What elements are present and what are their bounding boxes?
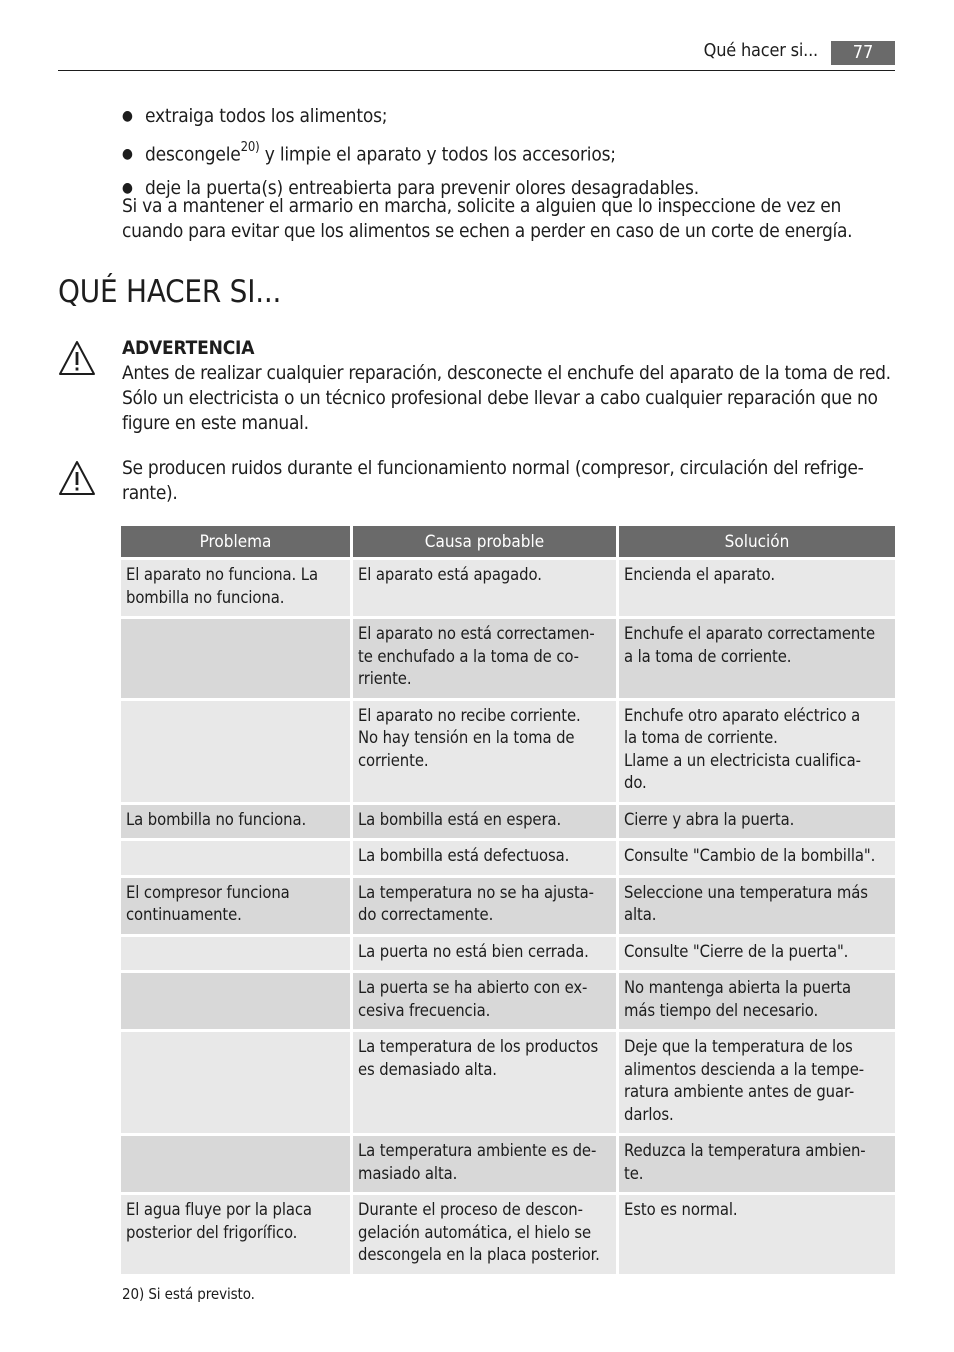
table-row xyxy=(121,805,895,839)
warning-block xyxy=(122,336,897,436)
cause-cell: La puerta se ha abierto con ex- cesiva frecuencia. xyxy=(353,973,616,1029)
cause-cell: La puerta no está bien cerrada. xyxy=(353,937,616,971)
cause-cell: La temperatura de los productos es demasiado alta. xyxy=(353,1032,616,1133)
troubleshooting-table xyxy=(118,523,898,1277)
table-header-row xyxy=(121,526,895,557)
problem-cell xyxy=(121,841,350,875)
warning-triangle-icon xyxy=(58,460,96,496)
bullet-dot-icon: ● xyxy=(122,146,133,163)
table-row xyxy=(121,841,895,875)
solution-cell: Encienda el aparato. xyxy=(619,560,895,616)
problem-cell: El compresor funciona continuamente. xyxy=(121,878,350,934)
table-row xyxy=(121,1136,895,1192)
problem-cell xyxy=(121,973,350,1029)
problem-cell: El agua fluye por la placa posterior del frigorífico. xyxy=(121,1195,350,1274)
list-item-text: extraiga todos los alimentos; xyxy=(145,105,388,127)
cause-cell: La temperatura no se ha ajusta- do correctamente. xyxy=(353,878,616,934)
table-row xyxy=(121,619,895,698)
problem-cell xyxy=(121,701,350,802)
solution-cell: Consulte "Cierre de la puerta". xyxy=(619,937,895,971)
problem-cell: El aparato no funciona. La bombilla no funciona. xyxy=(121,560,350,616)
column-header-problem: Problema xyxy=(121,526,350,557)
bullet-dot-icon: ● xyxy=(122,108,133,124)
solution-cell: Seleccione una temperatura más alta. xyxy=(619,878,895,934)
problem-cell xyxy=(121,1136,350,1192)
problem-cell xyxy=(121,619,350,698)
table-row xyxy=(121,701,895,802)
cause-cell: El aparato no está correctamen- te enchufado a la toma de co- rriente. xyxy=(353,619,616,698)
warning-heading: ADVERTENCIA xyxy=(122,337,255,359)
footnote-reference: 20) xyxy=(240,140,260,155)
table-row xyxy=(121,560,895,616)
cause-cell: Durante el proceso de descon- gelación automática, el hielo se descongela en la placa posterior. xyxy=(353,1195,616,1274)
solution-cell: Cierre y abra la puerta. xyxy=(619,805,895,839)
solution-cell: Deje que la temperatura de los alimentos descienda a la tempe- ratura ambiente antes de guar- darlos. xyxy=(619,1032,895,1133)
solution-cell: Enchufe el aparato correctamente a la toma de corriente. xyxy=(619,619,895,698)
solution-cell: Consulte "Cambio de la bombilla". xyxy=(619,841,895,875)
list-item xyxy=(122,138,902,168)
problem-cell xyxy=(121,1032,350,1133)
list-item-text: descongele$^{20)}$ y limpie el aparato y todos los accesorios; xyxy=(145,140,616,166)
cause-cell: La temperatura ambiente es de- masiado alta. xyxy=(353,1136,616,1192)
cause-cell: La bombilla está defectuosa. xyxy=(353,841,616,875)
running-header-title: Qué hacer si... xyxy=(703,40,818,61)
table-row xyxy=(121,973,895,1029)
warning-text: Antes de realizar cualquier reparación, desconecte el enchufe del aparato de la toma de red. Sólo un electricista o un técnico profesional debe llevar a cabo cualquier reparación que no figure en este manual. xyxy=(122,362,891,434)
cause-cell: El aparato no recibe corriente. No hay tensión en la toma de corriente. xyxy=(353,701,616,802)
cause-cell: La bombilla está en espera. xyxy=(353,805,616,839)
table-row xyxy=(121,937,895,971)
table-row xyxy=(121,1195,895,1274)
note-text: Se producen ruidos durante el funcionamiento normal (compresor, circulación del refrige- rante). xyxy=(122,457,864,504)
section-title: QUÉ HACER SI... xyxy=(58,274,282,310)
solution-cell: Enchufe otro aparato eléctrico a la toma de corriente. Llame a un electricista cualifica- do. xyxy=(619,701,895,802)
column-header-cause: Causa probable xyxy=(353,526,616,557)
cause-cell: El aparato está apagado. xyxy=(353,560,616,616)
list-item xyxy=(122,104,902,130)
problem-cell xyxy=(121,937,350,971)
table-row xyxy=(121,1032,895,1133)
table-row xyxy=(121,878,895,934)
column-header-solution: Solución xyxy=(619,526,895,557)
warning-triangle-icon xyxy=(58,340,96,376)
solution-cell: Esto es normal. xyxy=(619,1195,895,1274)
solution-cell: Reduzca la temperatura ambien- te. xyxy=(619,1136,895,1192)
solution-cell: No mantenga abierta la puerta más tiempo del necesario. xyxy=(619,973,895,1029)
header-divider xyxy=(58,70,895,71)
body-paragraph: Si va a mantener el armario en marcha, solicite a alguien que lo inspeccione de vez en cuando para evitar que los alimentos se echen a perder en caso de un corte de energía. xyxy=(122,195,853,242)
list-item-text: deje la puerta(s) entreabierta para prevenir olores desagradables. xyxy=(145,177,699,200)
page-number: 77 xyxy=(831,41,895,65)
problem-cell: La bombilla no funciona. xyxy=(121,805,350,839)
footnote: 20) Si está previsto. xyxy=(122,1285,255,1303)
bullet-dot-icon: ● xyxy=(122,180,133,197)
